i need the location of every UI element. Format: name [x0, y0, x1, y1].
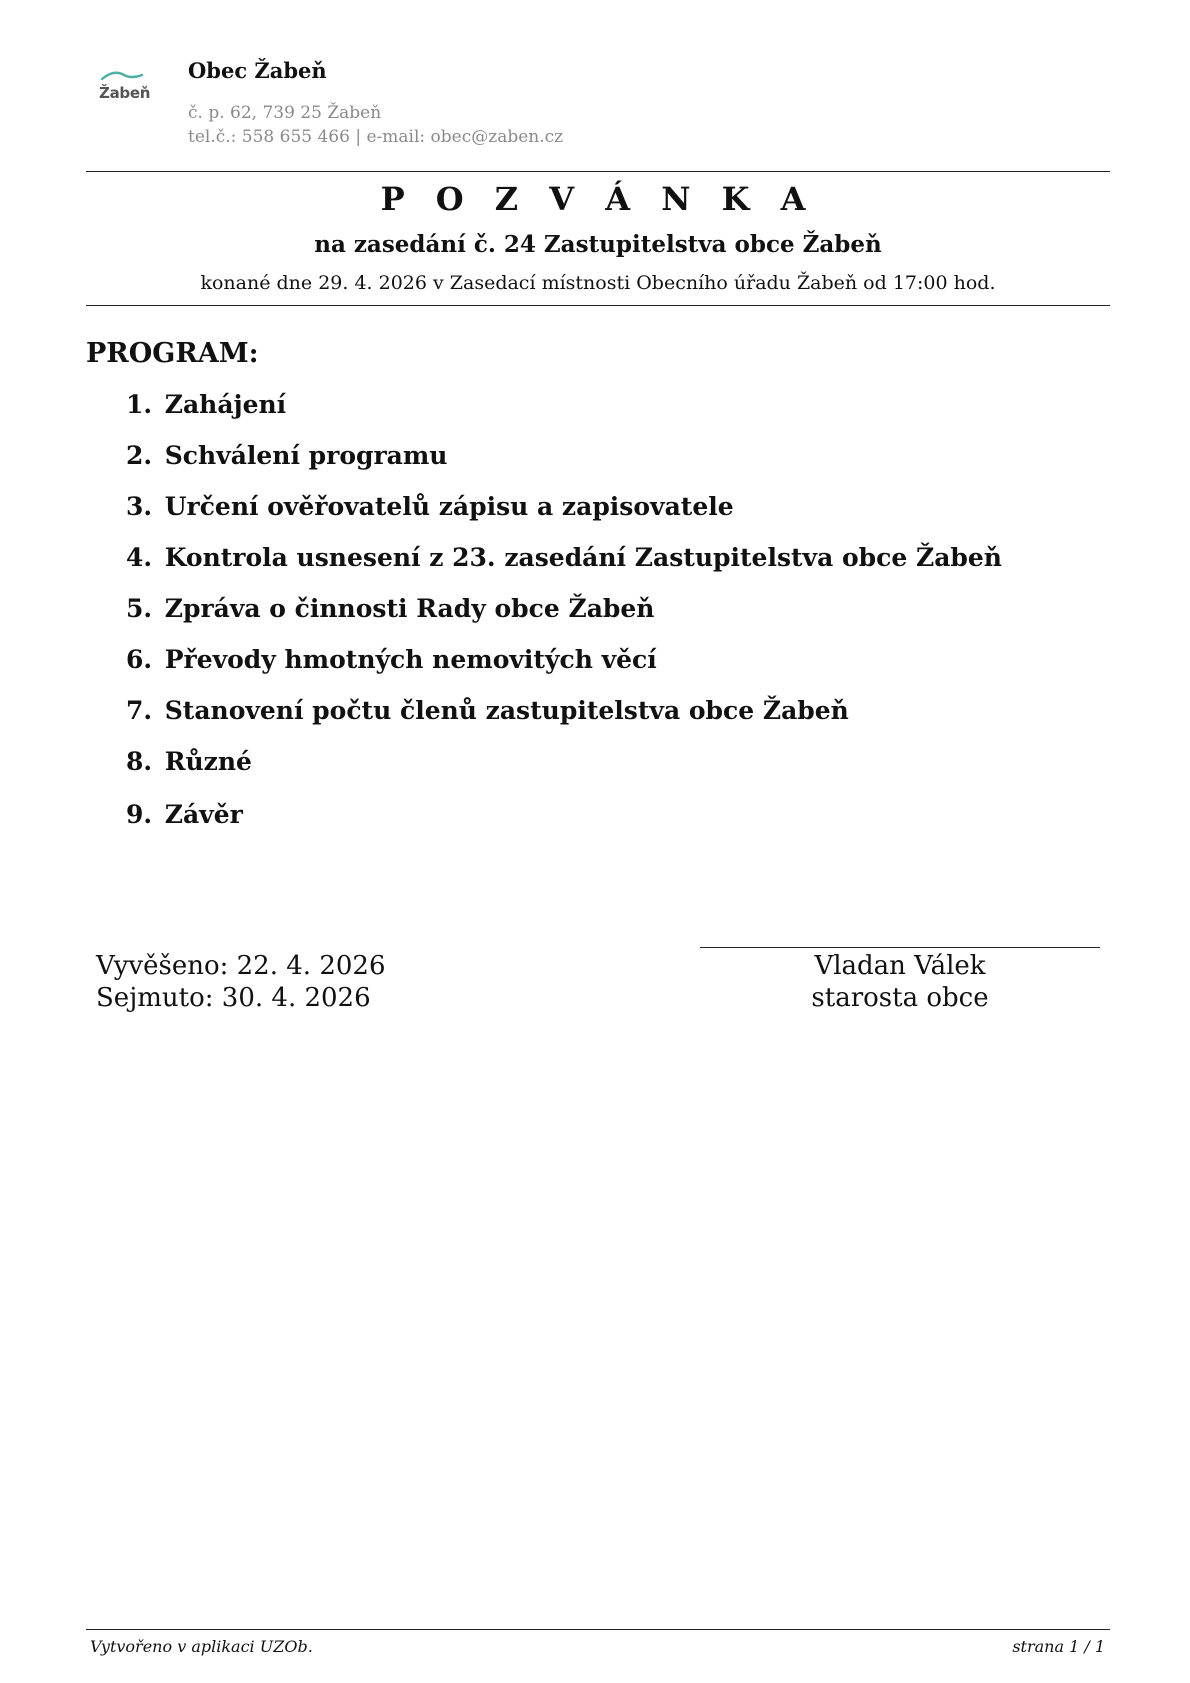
agenda-item-number: 3.	[126, 492, 153, 521]
agenda-item-text: Převody hmotných nemovitých věcí	[164, 645, 657, 674]
document-title: P O Z V Á N K A	[380, 180, 816, 218]
agenda-item	[126, 492, 734, 521]
organization-address: č. p. 62, 739 25 Žabeň	[188, 103, 382, 123]
agenda-item-text: Schválení programu	[164, 441, 448, 470]
signatory-name: Vladan Válek	[814, 951, 986, 981]
agenda-item-text: Různé	[164, 747, 252, 776]
agenda-item	[126, 747, 252, 776]
agenda-item	[126, 441, 447, 470]
agenda-item-text: Zpráva o činnosti Rady obce Žabeň	[164, 594, 655, 623]
header-divider	[86, 171, 1110, 172]
agenda-item	[126, 696, 849, 725]
logo-text: Žabeň	[99, 84, 151, 102]
agenda-item-number: 9.	[126, 800, 153, 829]
agenda-item	[126, 800, 243, 829]
title-divider	[86, 305, 1110, 306]
agenda-item-text: Zahájení	[164, 390, 287, 419]
agenda-item-text: Závěr	[164, 800, 243, 829]
footer-page-number: strana 1 / 1	[1012, 1637, 1105, 1656]
program-heading: PROGRAM:	[86, 338, 259, 369]
agenda-item-number: 4.	[126, 543, 153, 572]
agenda-item-text: Stanovení počtu členů zastupitelstva obce Žabeň	[164, 696, 849, 725]
agenda-item-number: 8.	[126, 747, 153, 776]
agenda-item	[126, 645, 657, 674]
agenda-item-number: 7.	[126, 696, 153, 725]
posted-date: Vyvěšeno: 22. 4. 2026	[96, 951, 386, 981]
footer-created-note: Vytvořeno v aplikaci UZOb.	[90, 1637, 313, 1656]
footer-divider	[86, 1629, 1110, 1630]
agenda-item	[126, 594, 654, 623]
removed-date: Sejmuto: 30. 4. 2026	[96, 983, 371, 1013]
signatory-role: starosta obce	[811, 983, 989, 1013]
agenda-item-number: 6.	[126, 645, 153, 674]
organization-name: Obec Žabeň	[188, 58, 327, 83]
organization-contact: tel.č.: 558 655 466 | e-mail: obec@zaben.cz	[188, 127, 564, 147]
document-subtitle: na zasedání č. 24 Zastupitelstva obce Žabeň	[314, 231, 882, 258]
agenda-item-text: Určení ověřovatelů zápisu a zapisovatele	[164, 492, 734, 521]
meeting-info: konané dne 29. 4. 2026 v Zasedací místnosti Obecního úřadu Žabeň od 17:00 hod.	[200, 272, 996, 294]
logo-wave-icon	[100, 70, 144, 82]
agenda-item	[126, 390, 286, 419]
agenda-item-number: 1.	[126, 390, 153, 419]
agenda-item-number: 2.	[126, 441, 153, 470]
municipality-logo	[96, 70, 156, 106]
agenda-item-number: 5.	[126, 594, 153, 623]
agenda-item	[126, 543, 1002, 572]
signature-line	[700, 947, 1100, 948]
agenda-item-text: Kontrola usnesení z 23. zasedání Zastupitelstva obce Žabeň	[164, 543, 1002, 572]
